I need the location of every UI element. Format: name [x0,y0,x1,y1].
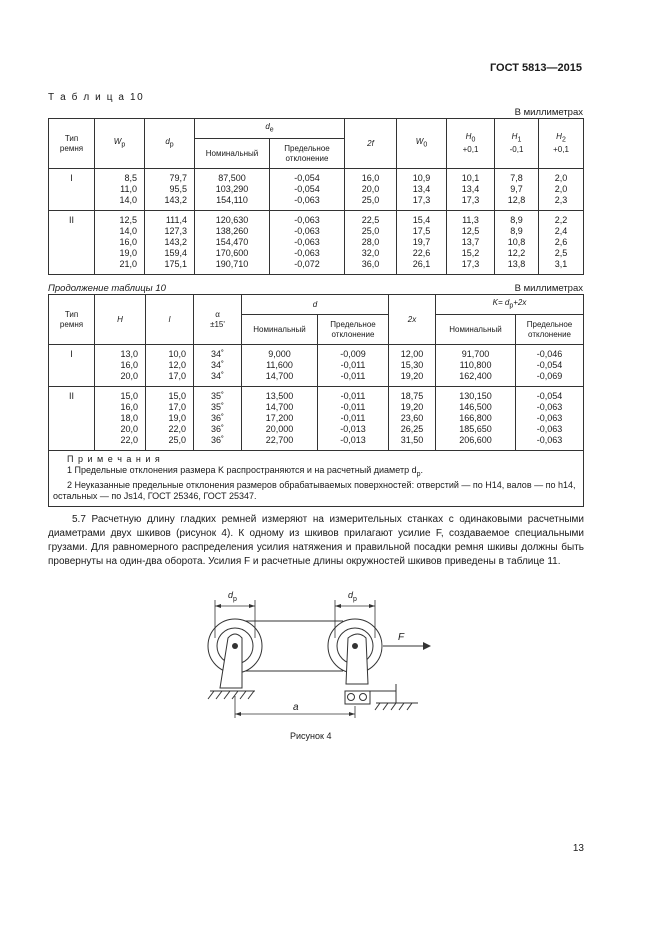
header-alpha: α ±15' [194,295,242,345]
cell-dp: 79,7 95,5 143,2 [145,169,195,211]
table-notes [49,451,584,507]
cell-2x: 12,00 15,30 19,20 [389,345,436,387]
label-dp-left: $d_p$ [228,590,237,603]
header-d-deviation: Предельное отклонение [318,315,389,345]
table-10-continuation-units: В миллиметрах [514,283,583,294]
cell-h2: 2,2 2,4 2,6 2,5 3,1 [539,211,584,275]
cell-H: 15,0 16,0 18,0 20,0 22,0 [95,387,146,451]
left-ground-hatch [208,691,254,699]
header-K-deviation: Предельное отклонение [516,315,584,345]
header-w0: $W_0$ [397,119,447,169]
cell-alpha: 35˚ 35˚ 36˚ 36˚ 36˚ [194,387,242,451]
cell-K-nominal: 91,700 110,800 162,400 [436,345,516,387]
label-force-F: F [398,632,405,643]
table-10-group-ii [49,211,584,275]
cell-d-deviation: -0,009 -0,011 -0,011 [318,345,389,387]
cell-d-nominal: 13,500 14,700 17,200 20,000 22,700 [242,387,318,451]
header-d: d [242,295,389,315]
cell-l: 15,0 17,0 19,0 22,0 25,0 [146,387,194,451]
table-10 [48,118,584,275]
table-notes-row [49,451,584,507]
header-2f: 2f [345,119,397,169]
cell-dp: 111,4 127,3 143,2 159,4 175,1 [145,211,195,275]
table-10-continuation [48,294,584,507]
table-10-continuation-group-i [49,345,584,387]
cell-K-deviation: -0,046 -0,054 -0,069 [516,345,584,387]
body-paragraph: 5.7 Расчетную длину гладких ремней измеряют на измерительных станках с одинаковыми расчетными диаметрами двух шкивов (рисунок 4). К одному из шкивов прилагают усилие F, создаваемое специальными грузами. Для равномерного распределения усилия натяжения и правильной посадки ремня шкивы должны быть провернуты на один-два оборота. Усилия F и расчетные длины окружностей шкивов приведены в таблице 11. [48,514,584,567]
cell-wp: 12,5 14,0 16,0 19,0 21,0 [95,211,145,275]
label-a: a [293,702,299,713]
header-wp: $W_p$ [95,119,145,169]
header-l: l [146,295,194,345]
notes-title: П р и м е ч а н и я [67,454,161,464]
cell-d-deviation: -0,011 -0,011 -0,011 -0,013 -0,013 [318,387,389,451]
header-de-deviation: Предельное отклонение [270,139,345,169]
header-h0: $H_0$ +0,1 [447,119,495,169]
header-K: $K= d_p+2x$ [436,295,584,315]
cell-K-deviation: -0,054 -0,063 -0,063 -0,063 -0,063 [516,387,584,451]
cell-l: 10,0 12,0 17,0 [146,345,194,387]
cell-2f: 22,5 25,0 28,0 32,0 36,0 [345,211,397,275]
label-dp-right: $d_p$ [348,590,357,603]
header-dp: $d_p$ [145,119,195,169]
header-belt-type: Тип ремня [49,119,95,169]
header-K-nominal: Номинальный [436,315,516,345]
cell-2f: 16,0 20,0 25,0 [345,169,397,211]
note-1: 1 Предельные отклонения размера K распространяются и на расчетный диаметр $d_p$. [67,465,423,478]
page-number: 13 [572,843,584,854]
cell-de-deviation: -0,063 -0,063 -0,063 -0,063 -0,072 [270,211,345,275]
cell-w0: 10,9 13,4 17,3 [397,169,447,211]
cell-w0: 15,4 17,5 19,7 22,6 26,1 [397,211,447,275]
table-10-caption: Т а б л и ц а 10 [48,92,145,103]
document-id: ГОСТ 5813—2015 [489,62,582,74]
cell-h1: 7,8 9,7 12,8 [495,169,539,211]
cell-d-nominal: 9,000 11,600 14,700 [242,345,318,387]
cell-wp: 8,5 11,0 14,0 [95,169,145,211]
header-H: H [95,295,146,345]
cell-type: II [49,211,95,275]
cell-alpha: 34˚ 34˚ 34˚ [194,345,242,387]
cell-h0: 10,1 13,4 17,3 [447,169,495,211]
cell-K-nominal: 130,150 146,500 166,800 185,650 206,600 [436,387,516,451]
header-belt-type: Тип ремня [49,295,95,345]
table-10-continuation-caption: Продолжение таблицы 10 [48,283,166,294]
table-10-group-i [49,169,584,211]
header-d-nominal: Номинальный [242,315,318,345]
cell-de-nominal: 120,630 138,260 154,470 170,600 190,710 [195,211,270,275]
cell-h2: 2,0 2,0 2,3 [539,169,584,211]
cell-type: I [49,169,95,211]
table-10-units: В миллиметрах [514,107,583,118]
right-support [346,634,368,684]
cell-h1: 8,9 8,9 10,8 12,2 13,8 [495,211,539,275]
figure-4-caption: Рисунок 4 [290,731,332,741]
cell-de-deviation: -0,054 -0,054 -0,063 [270,169,345,211]
cell-2x: 18,75 19,20 23,60 26,25 31,50 [389,387,436,451]
header-de: $d_e$ [195,119,345,139]
cell-H: 13,0 16,0 20,0 [95,345,146,387]
table-10-continuation-group-ii [49,387,584,451]
header-h1: $H_1$ -0,1 [495,119,539,169]
cell-type: II [49,387,95,451]
cell-h0: 11,3 12,5 13,7 15,2 17,3 [447,211,495,275]
right-ground-hatch [375,703,412,710]
cell-type: I [49,345,95,387]
figure-4-diagram [200,588,480,728]
header-de-nominal: Номинальный [195,139,270,169]
note-2: 2 Неуказанные предельные отклонения размеров обрабатываемых поверхностей: отверстий — по Н14, валов — по h14, остальных — по Js14, ГОСТ 25346, ГОСТ 25347. [53,479,576,501]
header-h2: $H_2$ +0,1 [539,119,584,169]
cell-de-nominal: 87,500 103,290 154,110 [195,169,270,211]
header-2x: 2x [389,295,436,345]
